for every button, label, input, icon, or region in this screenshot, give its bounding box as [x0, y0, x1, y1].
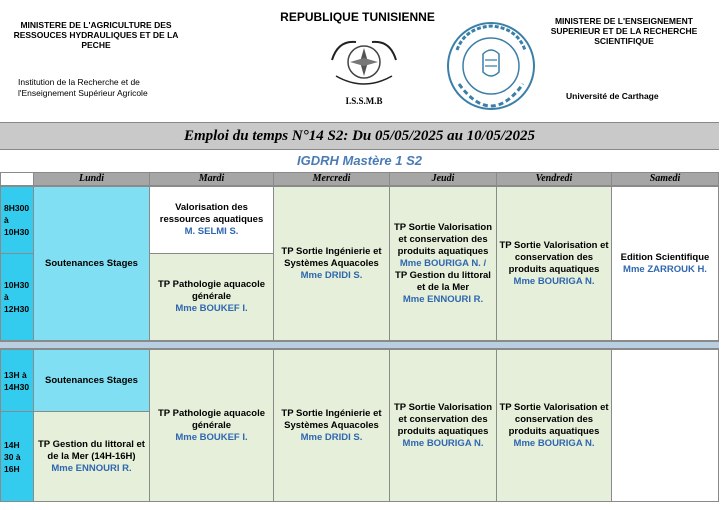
day-header-mardi: Mardi	[149, 172, 274, 186]
slot-friday-morning	[496, 186, 612, 341]
teacher-label: Mme BOURIGA N.	[513, 275, 595, 287]
teacher-label: Mme ENNOURI R.	[51, 462, 132, 474]
teacher-label: Mme BOUKEF I.	[175, 303, 248, 314]
slot-thursday-morning	[389, 186, 497, 341]
slot-monday-morning	[33, 186, 150, 341]
teacher-label: Mme DRIDI S.	[300, 431, 363, 443]
left-ministry: MINISTERE DE L'AGRICULTURE DES RESSOUCES HYDRAULIQUES ET DE LA PECHE	[13, 20, 179, 50]
course-label: TP Pathologie aquacole générale	[158, 407, 265, 431]
university-name: Université de Carthage	[566, 91, 659, 101]
slot-saturday-morning	[611, 186, 719, 341]
logo-text: I.S.S.M.B	[345, 96, 383, 106]
teacher-label: Mme DRIDI S.	[300, 269, 363, 281]
course-label: TP Sortie Valorisation et conservation des produits aquatiques	[499, 401, 609, 437]
slot-monday-afternoon-1	[33, 349, 150, 412]
teacher-label: M. SELMI S.	[184, 226, 239, 237]
university-seal	[445, 20, 537, 112]
teacher-label-2: Mme ENNOURI R.	[402, 293, 484, 305]
right-ministry: MINISTERE DE L'ENSEIGNEMENT SUPERIEUR ET DE LA RECHERCHE SCIENTIFIQUE	[550, 16, 698, 46]
slot-wednesday-afternoon	[273, 349, 390, 502]
day-header-mercredi: Mercredi	[273, 172, 390, 186]
course-label: TP Sortie Ingénierie et Systèmes Aquacoles	[281, 407, 382, 431]
course-label: TP Sortie Valorisation et conservation des produits aquatiques	[393, 221, 493, 257]
course-label: Valorisation des ressources aquatiques	[159, 202, 264, 225]
day-header-lundi: Lundi	[33, 172, 150, 186]
republic-title: REPUBLIQUE TUNISIENNE	[280, 10, 435, 24]
slot-tuesday-morning-2	[149, 253, 274, 341]
teacher-label: Mme BOURIGA N. /	[399, 257, 487, 269]
course-label: Soutenances Stages	[45, 257, 138, 269]
time-slot-2: 10H30 à 12H30	[0, 253, 34, 341]
teacher-label: Mme BOURIGA N.	[402, 437, 484, 449]
left-institution: Institution de la Recherche et de l'Enseignement Supérieur Agricole	[18, 77, 148, 98]
course-label: Edition Scientifique	[620, 251, 710, 263]
page-header	[0, 0, 727, 122]
teacher-label: Mme ZARROUK H.	[623, 263, 707, 275]
teacher-label: Mme BOUKEF I.	[175, 431, 248, 443]
slot-saturday-afternoon	[611, 349, 719, 502]
time-slot-4: 14H 30 à 16H	[0, 411, 34, 502]
course-label: TP Sortie Valorisation et conservation des produits aquatiques	[499, 239, 609, 275]
slot-wednesday-morning	[273, 186, 390, 341]
slot-friday-afternoon	[496, 349, 612, 502]
course-label: TP Sortie Ingénierie et Systèmes Aquacoles	[281, 245, 382, 269]
course-label-2: TP Gestion du littoral et de la Mer	[395, 269, 491, 293]
schedule-title: Emploi du temps N°14 S2: Du 05/05/2025 au 10/05/2025	[0, 122, 719, 150]
time-slot-1: 8H300 à 10H30	[0, 186, 34, 254]
corner-cell	[0, 172, 34, 186]
slot-thursday-afternoon	[389, 349, 497, 502]
course-label: TP Sortie Valorisation et conservation des produits aquatiques	[393, 401, 493, 437]
course-label: TP Pathologie aquacole générale	[158, 279, 265, 302]
day-header-vendredi: Vendredi	[496, 172, 612, 186]
teacher-label: Mme BOURIGA N.	[513, 437, 595, 449]
day-header-jeudi: Jeudi	[389, 172, 497, 186]
slot-tuesday-morning-1	[149, 186, 274, 254]
lunch-separator	[0, 341, 719, 349]
slot-tuesday-afternoon	[149, 349, 274, 502]
slot-monday-afternoon-2	[33, 411, 150, 502]
course-label: TP Gestion du littoral et de la Mer (14H-16H)	[38, 438, 145, 462]
day-header-samedi: Samedi	[611, 172, 719, 186]
schedule-subtitle: IGDRH Mastère 1 S2	[297, 153, 422, 168]
course-label: Soutenances Stages	[45, 374, 138, 386]
time-slot-3: 13H à 14H30	[0, 349, 34, 412]
issmb-logo	[318, 30, 410, 110]
